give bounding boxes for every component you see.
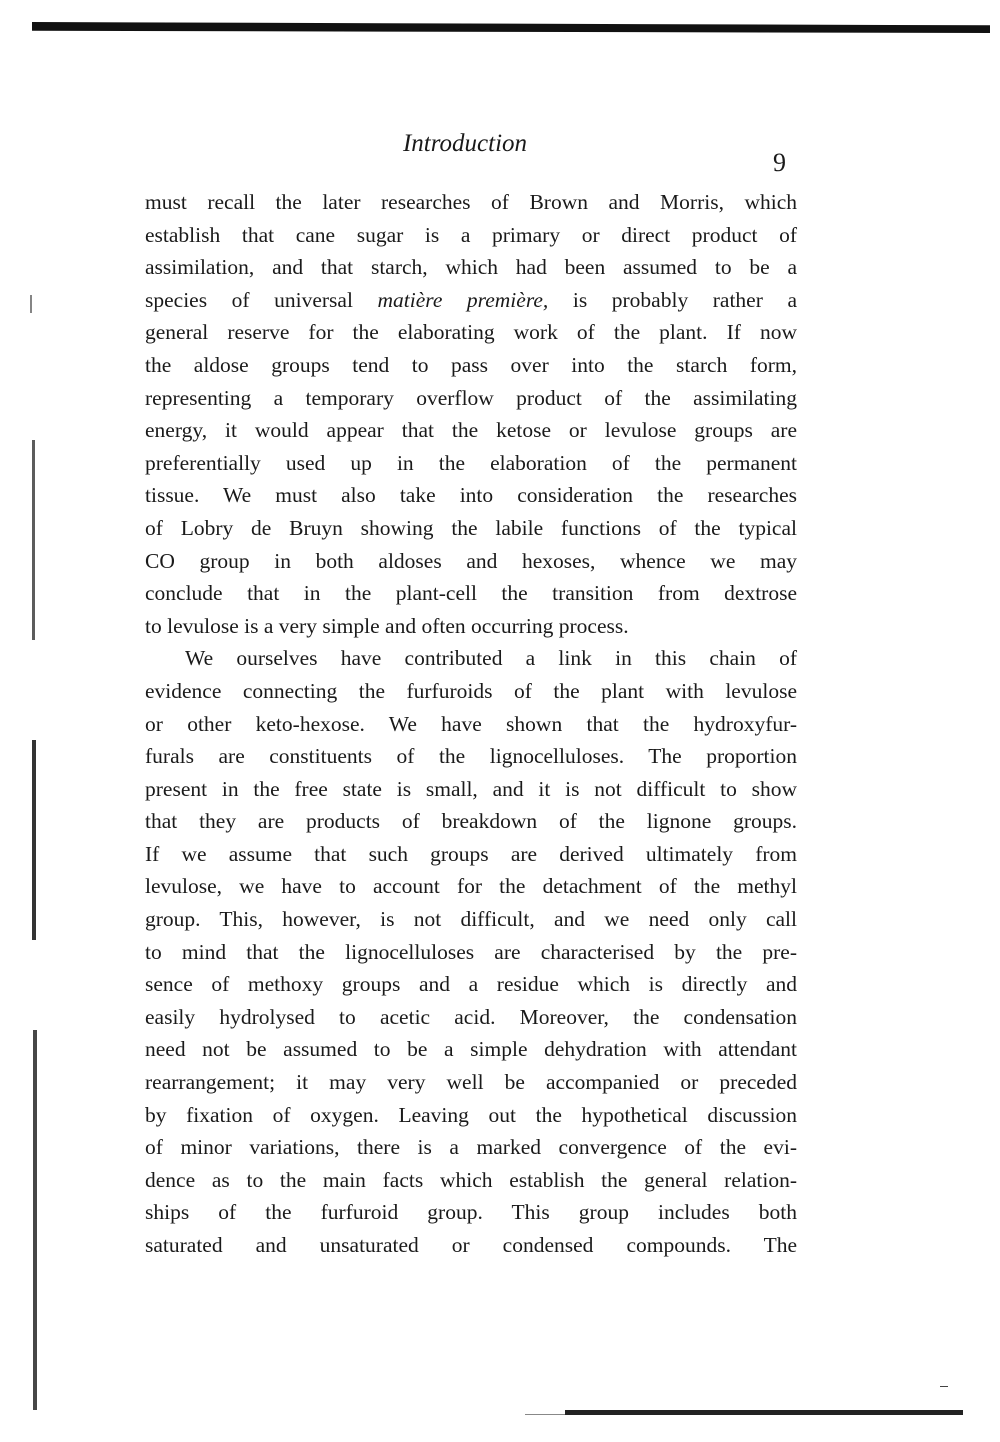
running-title: Introduction <box>402 130 528 157</box>
text-line: We ourselves have contributed a link in this chain of <box>185 646 797 671</box>
text-line: group. This, however, is not difficult, and we need only call <box>145 907 797 932</box>
text-line: to levulose is a very simple and often occurring process. <box>145 613 629 638</box>
text-line: saturated and unsaturated or condensed compounds. The <box>145 1233 797 1257</box>
text-line: by fixation of oxygen. Leaving out the hypothetical discussion <box>145 1102 797 1127</box>
scan-edge-mark <box>33 1030 37 1410</box>
scan-top-rule <box>32 22 990 33</box>
text-line: the aldose groups tend to pass over into the starch form, <box>145 352 797 377</box>
text-line: energy, it would appear that the ketose or levulose groups are <box>145 418 797 443</box>
text-line: ships of the furfuroid group. This group includes both <box>145 1200 797 1225</box>
text-line: rearrangement; it may very well be accompanied or preceded <box>145 1070 797 1095</box>
scan-bottom-rule-thin <box>525 1414 565 1415</box>
text-line: need not be assumed to be a simple dehydration with attendant <box>145 1037 797 1062</box>
text-line: tissue. We must also take into consideration the researches <box>145 483 797 508</box>
text-line: general reserve for the elaborating work of the plant. If now <box>145 320 797 345</box>
text-segment: species of universal <box>145 287 378 312</box>
text-line: evidence connecting the furfuroids of the plant with levulose <box>145 678 797 703</box>
text-line <box>145 284 797 317</box>
text-line: levulose, we have to account for the detachment of the methyl <box>145 874 797 899</box>
text-line: furals are constituents of the lignocelluloses. The proportion <box>145 744 797 769</box>
text-line: representing a temporary overflow product of the assimilating <box>145 385 797 410</box>
text-line: easily hydrolysed to acetic acid. Moreover, the condensation <box>145 1004 797 1029</box>
scan-edge-mark <box>32 740 36 940</box>
text-line: If we assume that such groups are derived ultimately from <box>145 841 797 866</box>
text-line: assimilation, and that starch, which had been assumed to be a <box>145 255 797 280</box>
text-segment: is probably rather a <box>548 287 797 312</box>
text-line: CO group in both aldoses and hexoses, whence we may <box>145 548 797 573</box>
text-line: dence as to the main facts which establish the general relation- <box>145 1167 797 1192</box>
text-line: of Lobry de Bruyn showing the labile functions of the typical <box>145 515 797 540</box>
scan-bottom-rule <box>565 1410 963 1415</box>
text-line: sence of methoxy groups and a residue which is directly and <box>145 972 797 997</box>
body-text <box>145 186 797 1262</box>
text-line: to mind that the lignocelluloses are characterised by the pre- <box>145 939 797 964</box>
text-line: establish that cane sugar is a primary or direct product of <box>145 222 797 247</box>
text-line: must recall the later researches of Brown and Morris, which <box>145 190 797 214</box>
page-number: 9 <box>773 148 786 177</box>
scan-edge-mark <box>30 295 32 313</box>
text-line: of minor variations, there is a marked convergence of the evi- <box>145 1135 797 1160</box>
text-line: conclude that in the plant-cell the transition from dextrose <box>145 581 797 606</box>
text-line: or other keto-hexose. We have shown that the hydroxyfur- <box>145 711 797 736</box>
scan-edge-mark <box>32 440 35 640</box>
text-line: preferentially used up in the elaboration of the permanent <box>145 450 797 475</box>
italic-phrase: matière première, <box>377 287 549 312</box>
text-line: present in the free state is small, and it is not difficult to show <box>145 776 797 801</box>
scan-bottom-tick <box>940 1386 948 1387</box>
text-line: that they are products of breakdown of the lignone groups. <box>145 809 797 834</box>
